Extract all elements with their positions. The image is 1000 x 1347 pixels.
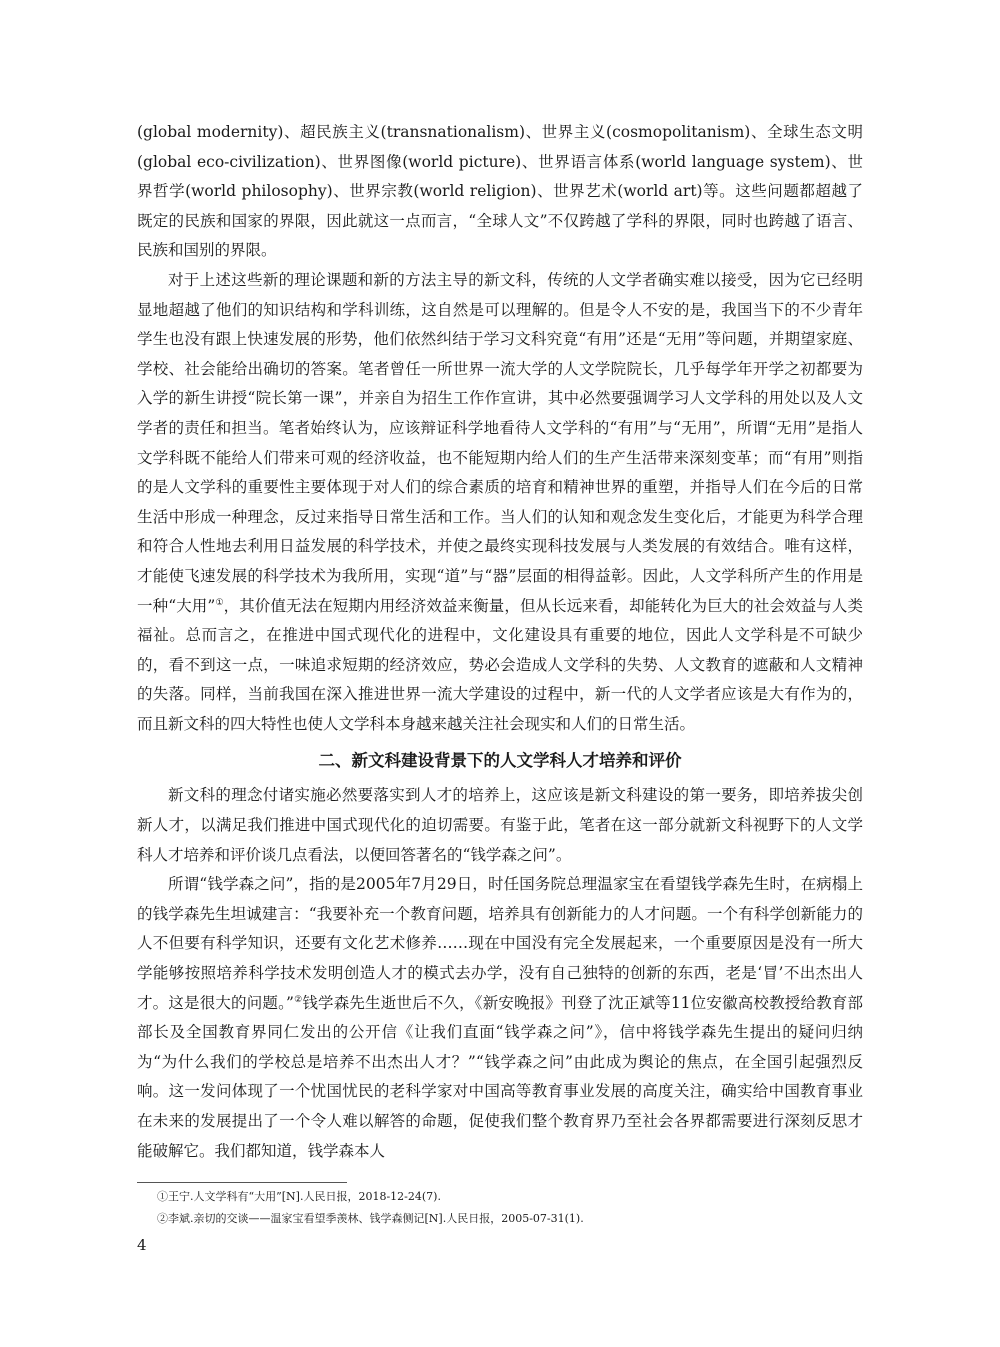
footnote-ref-2[interactable]: ② <box>293 994 303 1005</box>
body-paragraph-3: 新文科的理念付诸实施必然要落实到人才的培养上，这应该是新文科建设的第一要务，即培养拔尖创新人才，以满足我们推进中国式现代化的迫切需要。有鉴于此，笔者在这一部分就新文科视野下的人文学科人才培养和评价谈几点看法，以便回答著名的“钱学森之问”。 <box>137 786 863 864</box>
section-heading: 二、新文科建设背景下的人文学科人才培养和评价 <box>318 751 682 771</box>
body-paragraph-4 <box>137 870 863 1166</box>
paragraph-2-text-b: ，其价值无法在短期内用经济效益来衡量，但从长远来看，却能转化为巨大的社会效益与人类福祉。总而言之，在推进中国式现代化的进程中，文化建设具有重要的地位，因此人文学科是不可缺少的，看不到这一点，一味追求短期的经济效应，势必会造成人文学科的失势、人文教育的遮蔽和人文精神的失落。同样，当前我国在深入推进世界一流大学建设的过程中，新一代的人文学者应该是大有作为的，而且新文科的四大特性也使人文学科本身越来越关注社会现实和人们的日常生活。 <box>137 596 863 733</box>
body-paragraph-1: (global modernity)、超民族主义(transnationalism)、世界主义(cosmopolitanism)、全球生态文明(global eco-civilization)、世界图像(world picture)、世界语言体系(world language system)、世界哲学(world philosophy)、世界宗教(world religion)、世界艺术(world art)等。这些问题都超越了既定的民族和国家的界限，因此就这一点而言，“全球人文”不仅跨越了学科的界限，同时也跨越了语言、民族和国别的界限。 <box>137 123 863 260</box>
footnote-separator <box>137 1182 347 1183</box>
article-body <box>137 118 863 1166</box>
page-number: 4 <box>137 1236 147 1254</box>
paragraph-2-text-a: 对于上述这些新的理论课题和新的方法主导的新文科，传统的人文学者确实难以接受，因为它已经明显地超越了他们的知识结构和学科训练，这自然是可以理解的。但是令人不安的是，我国当下的不少青年学生也没有跟上快速发展的形势，他们依然纠结于学习文科究竟“有用”还是“无用”等问题，并期望家庭、学校、社会能给出确切的答案。笔者曾任一所世界一流大学的人文学院院长，几乎每学年开学之初都要为入学的新生讲授“院长第一课”，并亲自为招生工作作宣讲，其中必然要强调学习人文学科的用处以及人文学者的责任和担当。笔者始终认为，应该辩证科学地看待人文学科的“有用”与“无用”，所谓“无用”是指人文学科既不能给人们带来可观的经济收益，也不能短期内给人们的生产生活带来深刻变革；而“有用”则指的是人文学科的重要性主要体现于对人们的综合素质的培育和精神世界的重塑，并指导人们在今后的日常生活中形成一种理念，反过来指导日常生活和工作。当人们的认知和观念发生变化后，才能更为科学合理和符合人性地去利用日益发展的科学技术，并使之最终实现科技发展与人类发展的有效结合。唯有这样，才能使飞速发展的科学技术为我所用，实现“道”与“器”层面的相得益彰。因此，人文学科所产生的作用是一种“大用” <box>137 270 863 615</box>
footnotes <box>157 1186 857 1230</box>
footnote-1: ①王宁.人文学科有“大用”[N].人民日报，2018-12-24(7). <box>157 1190 441 1203</box>
body-paragraph-2 <box>137 266 863 740</box>
paragraph-4-text-b: 钱学森先生逝世后不久，《新安晚报》刊登了沈正斌等11位安徽高校教授给教育部部长及全国教育界同仁发出的公开信《让我们直面“钱学森之问”》，信中将钱学森先生提出的疑问归纳为“为什么我们的学校总是培养不出杰出人才？”“钱学森之问”由此成为舆论的焦点，在全国引起强烈反响。这一发问体现了一个忧国忧民的老科学家对中国高等教育事业发展的高度关注，确实给中国教育事业在未来的发展提出了一个令人难以解答的命题，促使我们整个教育界乃至社会各界都需要进行深刻反思才能破解它。我们都知道，钱学森本人 <box>137 993 863 1160</box>
paragraph-4-text-a: 所谓“钱学森之问”，指的是2005年7月29日，时任国务院总理温家宝在看望钱学森先生时，在病榻上的钱学森先生坦诚建言：“我要补充一个教育问题，培养具有创新能力的人才问题。一个有科学创新能力的人不但要有科学知识，还要有文化艺术修养……现在中国没有完全发展起来，一个重要原因是没有一所大学能够按照培养科学技术发明创造人才的模式去办学，没有自己独特的创新的东西，老是‘冒’不出杰出人才。这是很大的问题。” <box>137 875 863 1012</box>
footnote-ref-1[interactable]: ① <box>215 597 224 608</box>
footnote-2: ②李斌.亲切的交谈——温家宝看望季羡林、钱学森侧记[N].人民日报，2005-07-31(1). <box>157 1212 584 1225</box>
